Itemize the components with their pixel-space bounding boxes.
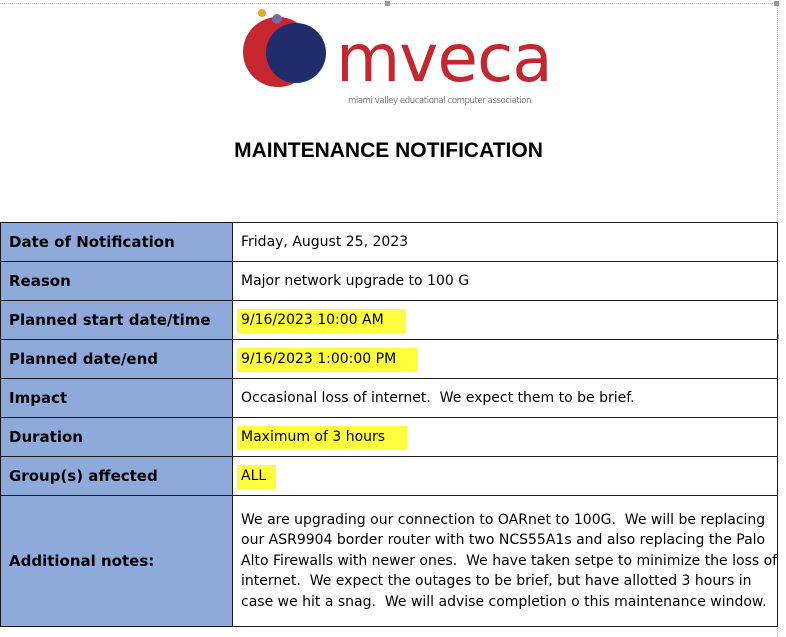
row-value-impact	[233, 379, 778, 418]
table-row	[1, 223, 778, 262]
row-label-additional-notes: Additional notes:	[1, 496, 233, 627]
row-value-planned-end	[233, 340, 778, 379]
row-label-reason: Reason	[1, 262, 233, 301]
logo-navy-circle	[266, 23, 326, 83]
logo-tagline: miami valley educational computer association	[348, 96, 532, 106]
page-title: MAINTENANCE NOTIFICATION	[234, 139, 543, 162]
selection-handle[interactable]	[774, 1, 779, 6]
planned-end-highlight: 9/16/2023 1:00:00 PM	[237, 348, 418, 372]
row-value-reason	[233, 262, 778, 301]
row-label-impact: Impact	[1, 379, 233, 418]
table-row	[1, 457, 778, 496]
row-value-additional-notes	[233, 496, 782, 627]
row-label-duration: Duration	[1, 418, 233, 457]
table-row	[1, 340, 778, 379]
planned-start-highlight: 9/16/2023 10:00 AM	[237, 309, 406, 333]
row-label-date-of-notification: Date of Notification	[1, 223, 233, 262]
logo-wordmark: mveca	[336, 20, 552, 97]
row-label-groups-affected: Group(s) affected	[1, 457, 233, 496]
additional-notes-text: We are upgrading our connection to OARnet to 100G. We will be replacing our ASR9904 border router with two NCS55A1s and also replacing the Palo Alto Firewalls with newer ones. We have taken setpe to minimize the loss of internet. We expect the outages to be brief, but have allotted 3 hours in case we hit a snag. We will advise completion o this maintenance window.	[241, 511, 782, 610]
date-of-notification-text: Friday, August 25, 2023	[241, 234, 409, 250]
selection-handle[interactable]	[385, 1, 390, 6]
duration-highlight: Maximum of 3 hours	[237, 426, 407, 450]
row-value-date-of-notification	[233, 223, 778, 262]
row-value-duration	[233, 418, 778, 457]
impact-text: Occasional loss of internet. We expect them to be brief.	[241, 390, 635, 406]
row-value-groups-affected	[233, 457, 778, 496]
row-label-planned-start: Planned start date/time	[1, 301, 233, 340]
row-label-planned-end: Planned date/end	[1, 340, 233, 379]
logo-gold-dot	[258, 9, 266, 17]
table-row	[1, 301, 778, 340]
maintenance-table	[0, 222, 782, 627]
row-value-planned-start	[233, 301, 778, 340]
table-row	[1, 262, 778, 301]
table-row	[1, 496, 778, 627]
table-row	[1, 379, 778, 418]
table-row	[1, 418, 778, 457]
mveca-logo	[238, 8, 563, 113]
logo-purple-dot	[272, 14, 282, 24]
groups-affected-highlight: ALL	[237, 465, 276, 489]
reason-text: Major network upgrade to 100 G	[241, 273, 470, 289]
